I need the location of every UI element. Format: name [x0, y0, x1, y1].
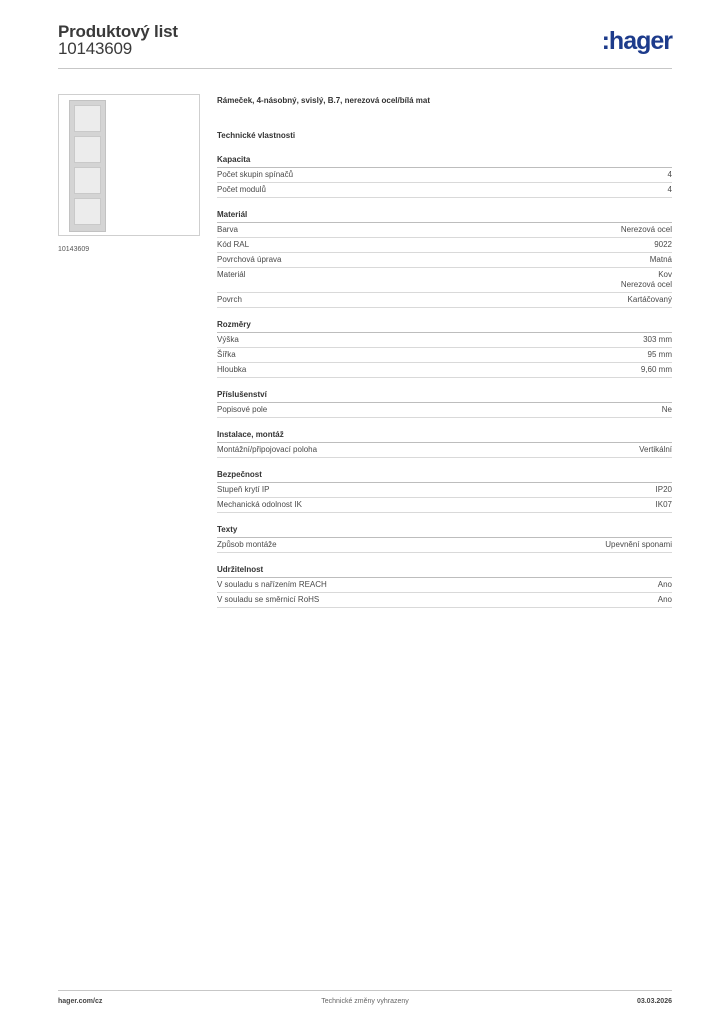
property-group: [217, 210, 672, 308]
section-heading: Technické vlastnosti: [217, 131, 296, 140]
property-value-line: Matná: [649, 255, 672, 264]
group-title: Kapacita: [217, 155, 672, 168]
frame-cell: [74, 136, 101, 163]
property-value: [656, 500, 672, 510]
property-group: [217, 320, 672, 378]
header-divider: [58, 68, 672, 69]
frame-cell: [74, 198, 101, 225]
property-value-line: Ne: [661, 405, 672, 414]
property-label: V souladu s nařízením REACH: [217, 580, 327, 589]
group-title: Rozměry: [217, 320, 672, 333]
property-group: [217, 430, 672, 458]
property-label: Stupeň krytí IP: [217, 485, 270, 494]
group-title: Příslušenství: [217, 390, 672, 403]
property-group: [217, 470, 672, 513]
property-value: [656, 485, 672, 495]
property-value-line: IK07: [655, 500, 672, 509]
footer-notice: Technické změny vyhrazeny: [321, 998, 409, 1005]
page-header: [58, 22, 672, 68]
property-value-line: Vertikální: [639, 445, 672, 454]
property-value-line: Nerezová ocel: [620, 280, 672, 289]
footer-date: 03.03.2026: [636, 998, 672, 1005]
property-row: [217, 483, 672, 498]
property-value: [668, 185, 672, 195]
property-value-line: 4: [667, 185, 672, 194]
property-label: Počet modulů: [217, 185, 266, 194]
property-label: Povrch: [217, 295, 242, 304]
property-row: [217, 443, 672, 458]
property-value-line: Kartáčovaný: [627, 295, 672, 304]
property-label: Barva: [217, 225, 238, 234]
property-value-line: IP20: [655, 485, 672, 494]
footer-divider: [58, 990, 672, 991]
frame-illustration: [69, 100, 106, 232]
property-row: [217, 183, 672, 198]
property-value-line: Ano: [657, 595, 672, 604]
property-value-line: Upevnění sponami: [605, 540, 672, 549]
property-row: [217, 498, 672, 513]
property-value: [621, 225, 672, 235]
document-title: Produktový list: [58, 22, 178, 41]
property-group: [217, 155, 672, 198]
property-value: [641, 365, 672, 375]
property-groups: [217, 155, 672, 608]
property-label: Počet skupin spínačů: [217, 170, 294, 179]
hager-logo: :hager: [601, 27, 672, 55]
property-label: Materiál: [217, 270, 246, 279]
frame-cell: [74, 167, 101, 194]
image-caption: 10143609: [58, 246, 90, 253]
property-value: [605, 540, 672, 550]
property-value: [658, 580, 672, 590]
property-value-line: 95 mm: [647, 350, 672, 359]
property-value: [639, 445, 672, 455]
property-value: [643, 335, 672, 345]
property-row: [217, 363, 672, 378]
property-label: Výška: [217, 335, 239, 344]
product-title: Rámeček, 4-násobný, svislý, B.7, nerezová ocel/bílá mat: [217, 96, 430, 105]
property-row: [217, 578, 672, 593]
property-value: [658, 595, 672, 605]
property-row: [217, 333, 672, 348]
footer-website-link[interactable]: hager.com/cz: [58, 998, 103, 1005]
property-value: [662, 405, 672, 415]
group-title: Materiál: [217, 210, 672, 223]
property-label: Šířka: [217, 350, 236, 359]
property-value-line: 9022: [654, 240, 672, 249]
property-value: [648, 350, 672, 360]
property-group: [217, 565, 672, 608]
property-row: [217, 293, 672, 308]
property-label: V souladu se směrnicí RoHS: [217, 595, 320, 604]
property-row: [217, 238, 672, 253]
property-value: [654, 240, 672, 250]
product-image: [58, 94, 200, 236]
group-title: Udržitelnost: [217, 565, 672, 578]
property-value: [650, 255, 672, 265]
property-row: [217, 538, 672, 553]
property-label: Montážní/připojovací poloha: [217, 445, 318, 454]
property-row: [217, 348, 672, 363]
property-row: [217, 168, 672, 183]
property-row: [217, 268, 672, 293]
property-value-line: Nerezová ocel: [620, 225, 672, 234]
property-value: [628, 295, 672, 305]
group-title: Bezpečnost: [217, 470, 672, 483]
document-number: 10143609: [58, 39, 133, 58]
property-row: [217, 403, 672, 418]
property-value-line: 4: [667, 170, 672, 179]
property-label: Povrchová úprava: [217, 255, 282, 264]
frame-cell: [74, 105, 101, 132]
product-details: [217, 96, 672, 608]
property-row: [217, 593, 672, 608]
property-group: [217, 390, 672, 418]
property-label: Popisové pole: [217, 405, 268, 414]
property-label: Mechanická odolnost IK: [217, 500, 302, 509]
property-value-line: Ano: [657, 580, 672, 589]
property-group: [217, 525, 672, 553]
property-value-line: 9,60 mm: [640, 365, 672, 374]
property-label: Hloubka: [217, 365, 247, 374]
group-title: Texty: [217, 525, 672, 538]
property-value-line: 303 mm: [643, 335, 672, 344]
group-title: Instalace, montáž: [217, 430, 672, 443]
property-value-line: Kov: [658, 270, 672, 279]
property-label: Kód RAL: [217, 240, 250, 249]
property-row: [217, 253, 672, 268]
property-row: [217, 223, 672, 238]
property-label: Způsob montáže: [217, 540, 277, 549]
property-value: [668, 170, 672, 180]
property-value: [621, 270, 672, 290]
